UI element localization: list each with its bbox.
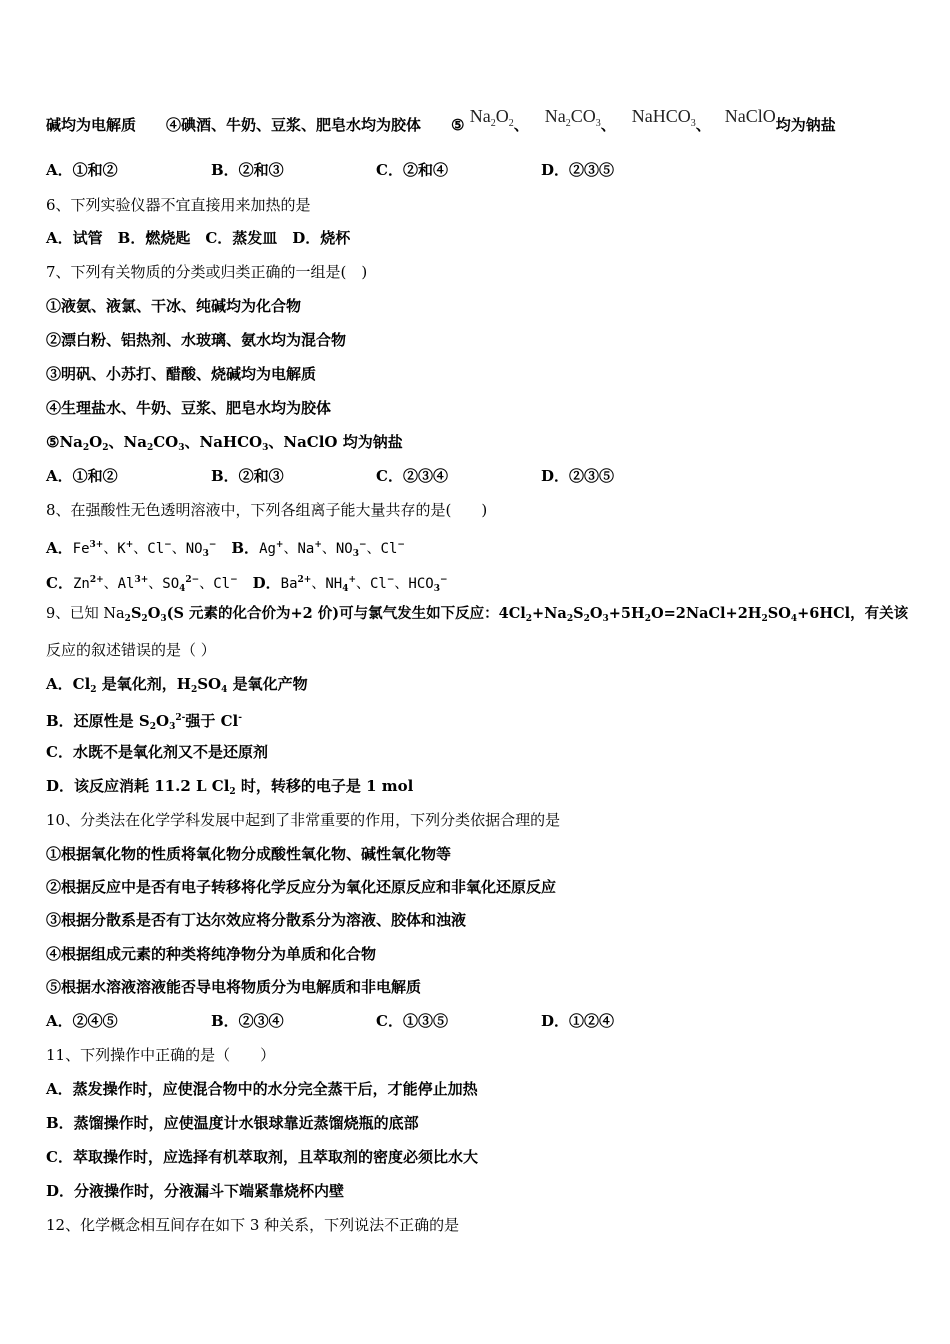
- q9-option-b[interactable]: B．还原性是 $S_2O_3^{2-}$强于 Cl-: [46, 712, 242, 732]
- q5-option-c[interactable]: C．②和④: [376, 161, 448, 179]
- q11-option-a[interactable]: A．蒸发操作时，应使混合物中的水分完全蒸干后，才能停止加热: [46, 1080, 478, 1098]
- q7-option-c[interactable]: C．②③④: [376, 467, 448, 485]
- q5-option-d[interactable]: D．②③⑤: [541, 161, 615, 179]
- q9-stem: 9、已知 $Na_2S_2O_3(S$ 元素的化合价为+2 价)可与氯气发生如下反应：$4Cl_2+Na_2S_2O_3+5H_2O=2NaCl+2H_2SO_4+6HCl$，有关该: [46, 605, 909, 624]
- statement-3-tail: 碱均为电解质: [46, 116, 137, 134]
- q9-option-a[interactable]: A．$Cl_2$ 是氧化剂，$H_2SO_4$ 是氧化产物: [46, 675, 308, 695]
- q11-option-d[interactable]: D．分液操作时，分液漏斗下端紧靠烧杯内壁: [46, 1182, 345, 1200]
- q7-item-2: ②漂白粉、铝热剂、水玻璃、氨水均为混合物: [46, 331, 347, 349]
- q11-option-c[interactable]: C．萃取操作时，应选择有机萃取剂，且萃取剂的密度必须比水大: [46, 1148, 478, 1166]
- q9-option-c[interactable]: C．水既不是氧化剂又不是还原剂: [46, 743, 268, 761]
- statement-5-tail: 均为钠盐: [775, 116, 836, 134]
- q10-option-b[interactable]: B．②③④: [211, 1012, 284, 1030]
- q8-stem: 8、在强酸性无色透明溶液中，下列各组离子能大量共存的是( ): [46, 501, 488, 519]
- q9-stem-2: 反应的叙述错误的是（ ）: [46, 641, 216, 659]
- q5-statement-line: [46, 106, 836, 142]
- statement-5-marker: ⑤: [451, 116, 465, 134]
- q7-stem: 7、下列有关物质的分类或归类正确的一组是( ): [46, 263, 368, 281]
- q11-option-b[interactable]: B．蒸馏操作时，应使温度计水银球靠近蒸馏烧瓶的底部: [46, 1114, 419, 1132]
- q7-option-d[interactable]: D．②③⑤: [541, 467, 615, 485]
- statement-4: ④碘酒、牛奶、豆浆、肥皂水均为胶体: [166, 116, 422, 134]
- q6-stem: 6、下列实验仪器不宜直接用来加热的是: [46, 196, 311, 214]
- q10-item-1: ①根据氧化物的性质将氧化物分成酸性氧化物、碱性氧化物等: [46, 845, 452, 863]
- q10-option-d[interactable]: D．①②④: [541, 1012, 615, 1030]
- q10-item-4: ④根据组成元素的种类将纯净物分为单质和化合物: [46, 945, 377, 963]
- q10-stem: 10、分类法在化学学科发展中起到了非常重要的作用，下列分类依据合理的是: [46, 811, 561, 829]
- q7-options: [46, 466, 706, 486]
- q10-options: [46, 1011, 706, 1031]
- q6-options[interactable]: A．试管 B．燃烧匙 C．蒸发皿 D．烧杯: [46, 229, 351, 247]
- q10-option-a[interactable]: A．②④⑤: [46, 1012, 118, 1030]
- q7-item-3: ③明矾、小苏打、醋酸、烧碱均为电解质: [46, 365, 317, 383]
- q5-option-a[interactable]: A．①和②: [46, 161, 118, 179]
- q10-item-3: ③根据分散系是否有丁达尔效应将分散系分为溶液、胶体和浊液: [46, 911, 467, 929]
- q11-stem: 11、下列操作中正确的是（ ）: [46, 1046, 276, 1064]
- q12-stem: 12、化学概念相互间存在如下 3 种关系，下列说法不正确的是: [46, 1216, 460, 1234]
- q5-options: [46, 160, 706, 180]
- sodium-salt-formulas: $Na_2O_2$、 $Na_2CO_3$、 NaHCO$_3$、 NaClO: [469, 106, 776, 134]
- q8-options-ab[interactable]: A．$Fe^{3+}$、K+、Cl−、$NO_3^-$ B．Ag+、Na+、$NO_3^-$、Cl−: [46, 539, 405, 559]
- q7-item-1: ①液氨、液氯、干冰、纯碱均为化合物: [46, 297, 302, 315]
- q7-item-4: ④生理盐水、牛奶、豆浆、肥皂水均为胶体: [46, 399, 332, 417]
- q7-option-b[interactable]: B．②和③: [211, 467, 284, 485]
- q10-item-5: ⑤根据水溶液溶液能否导电将物质分为电解质和非电解质: [46, 978, 422, 996]
- q10-item-2: ②根据反应中是否有电子转移将化学反应分为氧化还原反应和非氧化还原反应: [46, 878, 557, 896]
- q9-option-d[interactable]: D．该反应消耗 11.2 L $Cl_2$ 时，转移的电子是 1 mol: [46, 777, 414, 797]
- q5-option-b[interactable]: B．②和③: [211, 161, 284, 179]
- q8-options-cd[interactable]: C．$Zn^{2+}$、$Al^{3+}$、$SO_4^{2-}$、Cl− D．$Ba^{2+}$、$NH_4^+$、Cl−、$HCO_3^-$: [46, 574, 448, 594]
- q7-option-a[interactable]: A．①和②: [46, 467, 118, 485]
- q10-option-c[interactable]: C．①③⑤: [376, 1012, 448, 1030]
- q7-item-5: $⑤Na_2O_2$、$Na_2CO_3$、NaHCO$_3$、NaClO 均为钠盐: [46, 433, 403, 453]
